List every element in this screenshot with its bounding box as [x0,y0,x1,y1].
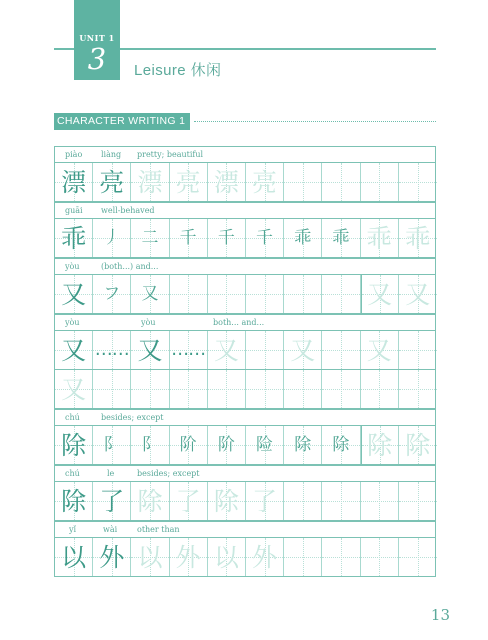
writing-cell[interactable] [284,538,322,576]
writing-cell[interactable] [361,163,399,201]
trace-character: 除 [405,430,431,460]
writing-cell[interactable] [208,219,246,257]
writing-grid [54,162,436,202]
writing-grid [54,274,436,314]
writing-cell[interactable] [131,275,169,313]
writing-cell[interactable] [93,275,131,313]
writing-cell[interactable] [170,370,208,408]
model-character: 除 [61,430,87,460]
stroke-order-step: 阝 [103,434,121,455]
writing-cell[interactable] [208,331,246,369]
writing-grid [54,218,436,258]
stroke-order-step: 千 [179,227,197,248]
model-character: 外 [99,542,125,572]
writing-cell[interactable] [170,482,208,520]
writing-cell[interactable] [170,163,208,201]
writing-cell[interactable] [93,163,131,201]
stroke-order-step: フ [103,283,121,304]
writing-cell[interactable] [208,370,246,408]
model-character: 又 [137,335,163,365]
trace-character: 亮 [252,167,278,197]
trace-character: 了 [175,486,201,516]
writing-cell[interactable] [284,482,322,520]
writing-cell[interactable] [246,482,284,520]
trace-character: 乖 [366,223,392,253]
writing-cell[interactable] [55,426,93,464]
writing-cell[interactable] [361,370,399,408]
writing-cell[interactable] [208,275,246,313]
pinyin-gloss-row [54,521,436,537]
stroke-order-step: 阶 [217,434,235,455]
trace-character: 除 [213,486,239,516]
writing-cell[interactable] [322,482,360,520]
trace-character: 以 [213,542,239,572]
writing-cell[interactable] [131,219,169,257]
trace-character: 乖 [405,223,431,253]
model-character: 又 [61,335,87,365]
writing-cell[interactable] [208,426,246,464]
writing-cell[interactable] [55,482,93,520]
writing-cell[interactable] [55,331,93,369]
trace-character: 又 [366,335,392,365]
writing-cell[interactable] [361,331,399,369]
writing-cell[interactable] [284,370,322,408]
writing-grid [54,537,436,577]
writing-cell[interactable] [93,538,131,576]
stroke-order-step: 丿 [103,227,121,248]
writing-cell[interactable] [399,482,437,520]
writing-cell[interactable] [131,163,169,201]
english-meaning: besides; except [101,413,164,422]
writing-cell[interactable] [361,219,399,257]
writing-cell[interactable] [322,163,360,201]
model-character: 亮 [99,167,125,197]
writing-cell[interactable] [399,538,437,576]
trace-character: 又 [405,279,431,309]
writing-cell[interactable] [131,538,169,576]
writing-cell[interactable] [322,275,360,313]
writing-cell[interactable] [284,275,322,313]
stroke-order-step: 除 [294,434,312,455]
trace-character: 了 [252,486,278,516]
stroke-order-step: 千 [256,227,274,248]
pinyin-label: guāi [65,206,83,215]
page-number: 13 [430,606,450,624]
writing-cell[interactable] [399,163,437,201]
pinyin-label: yǐ [69,525,77,534]
stroke-order-step: 除 [332,434,350,455]
pinyin-gloss-row [54,314,436,330]
pinyin-label: chú [65,413,80,422]
writing-cell[interactable] [131,482,169,520]
trace-character: 外 [175,542,201,572]
writing-cell[interactable] [55,370,93,408]
stroke-order-step: 阶 [179,434,197,455]
trace-character: 漂 [213,167,239,197]
english-meaning: well-behaved [101,206,155,215]
writing-cell[interactable] [284,219,322,257]
writing-cell[interactable] [131,370,169,408]
model-character: 除 [61,486,87,516]
trace-character: 漂 [137,167,163,197]
trace-character: 亮 [175,167,201,197]
writing-cell[interactable] [170,219,208,257]
writing-cell[interactable] [93,331,131,369]
section-title: CHARACTER WRITING 1 [54,113,190,130]
writing-cell[interactable] [93,426,131,464]
writing-cell[interactable] [246,538,284,576]
stroke-order-step: 又 [141,283,159,304]
writing-cell[interactable] [322,538,360,576]
trace-character: 又 [213,335,239,365]
pinyin-label: wài [103,525,118,534]
stroke-order-step: 乖 [332,227,350,248]
stroke-order-step: 险 [256,434,274,455]
writing-cell[interactable] [322,331,360,369]
writing-cell[interactable] [170,426,208,464]
writing-cell[interactable] [55,163,93,201]
trace-character: 除 [367,430,393,460]
writing-cell[interactable] [284,331,322,369]
trace-character: 又 [367,279,393,309]
pinyin-gloss-row [54,202,436,218]
pinyin-label: yòu [65,318,80,327]
character-worksheet [54,146,436,577]
writing-cell[interactable] [284,426,322,464]
writing-cell[interactable] [361,538,399,576]
model-character: 漂 [61,167,87,197]
writing-cell[interactable] [55,219,93,257]
ellipsis-mark: …… [94,339,129,360]
writing-cell[interactable] [361,426,399,464]
writing-cell[interactable] [322,370,360,408]
pinyin-label: yòu [141,318,156,327]
pinyin-gloss-row [54,465,436,481]
ellipsis-mark: …… [171,339,206,360]
writing-cell[interactable] [361,275,399,313]
stroke-order-step: 乖 [294,227,312,248]
writing-cell[interactable] [170,331,208,369]
trace-character: 除 [137,486,163,516]
english-meaning: pretty; beautiful [137,150,204,159]
writing-cell[interactable] [246,275,284,313]
writing-cell[interactable] [208,482,246,520]
trace-character: 外 [252,542,278,572]
writing-cell[interactable] [131,331,169,369]
pinyin-label: yòu [65,262,80,271]
writing-cell[interactable] [208,163,246,201]
stroke-order-step: 千 [217,227,235,248]
writing-cell[interactable] [399,275,437,313]
writing-cell[interactable] [399,370,437,408]
stroke-order-step: 阝 [141,434,159,455]
english-meaning: besides; except [137,469,200,478]
writing-grid [54,330,436,370]
model-character: 又 [61,279,87,309]
english-meaning: (both...) and... [101,262,159,271]
writing-cell[interactable] [131,426,169,464]
unit-title: Leisure 休闲 [134,62,222,79]
writing-cell[interactable] [322,426,360,464]
pinyin-label: chú [65,469,80,478]
writing-grid [54,370,436,409]
writing-cell[interactable] [55,538,93,576]
trace-character: 以 [137,542,163,572]
pinyin-gloss-row [54,409,436,425]
writing-cell[interactable] [361,482,399,520]
writing-cell[interactable] [55,275,93,313]
writing-cell[interactable] [93,219,131,257]
trace-character: 又 [290,335,316,365]
writing-cell[interactable] [246,426,284,464]
unit-label: UNIT 1 [79,33,115,43]
unit-badge [74,0,120,80]
writing-cell[interactable] [322,219,360,257]
writing-cell[interactable] [170,538,208,576]
writing-cell[interactable] [208,538,246,576]
writing-cell[interactable] [284,163,322,201]
pinyin-gloss-row [54,146,436,162]
pinyin-label: piào [65,150,83,159]
model-character: 了 [99,486,125,516]
writing-cell[interactable] [399,331,437,369]
writing-cell[interactable] [246,219,284,257]
pinyin-label: liàng [101,150,122,159]
writing-cell[interactable] [93,370,131,408]
unit-number: 3 [87,42,107,76]
writing-cell[interactable] [93,482,131,520]
writing-cell[interactable] [399,219,437,257]
stroke-order-step: 二 [141,227,159,248]
section-divider [194,121,436,122]
writing-cell[interactable] [170,275,208,313]
pinyin-gloss-row [54,258,436,274]
trace-character: 又 [61,374,87,404]
writing-cell[interactable] [246,331,284,369]
pinyin-label: le [107,469,115,478]
english-meaning: both... and... [213,318,265,327]
writing-cell[interactable] [246,163,284,201]
model-character: 以 [61,542,87,572]
writing-cell[interactable] [399,426,437,464]
writing-cell[interactable] [246,370,284,408]
writing-grid [54,425,436,465]
model-character: 乖 [61,223,87,253]
english-meaning: other than [137,525,180,534]
writing-grid [54,481,436,521]
